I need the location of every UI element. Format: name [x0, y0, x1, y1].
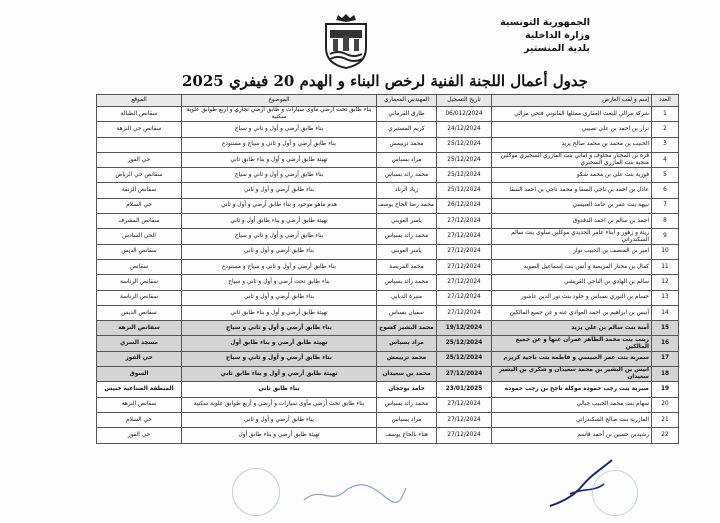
cell-location: سقانص	[97, 259, 182, 274]
cell-num: 17	[652, 351, 679, 366]
table-row	[97, 198, 679, 213]
cell-location: حي الفوز	[97, 428, 182, 443]
cell-location: سقانص الرناسة	[97, 290, 182, 305]
cell-subject: تهيئة طابق أرضي و أول و بناء طابق ثاني	[182, 152, 377, 167]
agenda-table	[96, 94, 679, 444]
table-row	[97, 305, 679, 320]
cell-subject: تهيئة طابق أرضي و بناء طابق أول	[182, 336, 377, 351]
cell-location: سقانص حي النزهة	[97, 122, 182, 137]
cell-engineer: مراد بسباس	[377, 412, 437, 427]
cell-num: 19	[652, 382, 679, 397]
cell-engineer: مراد بسباس	[377, 336, 437, 351]
issuer-header	[500, 16, 590, 55]
table-row	[97, 412, 679, 427]
municipality-name: بلدية المنستير	[524, 43, 590, 54]
cell-date: 19/12/2024	[437, 321, 492, 336]
cell-engineer: منيرة الدبابي	[377, 290, 437, 305]
cell-name: المازرية بنت صالح السكندراني	[492, 412, 652, 427]
cell-engineer: حامد بوحجان	[377, 382, 437, 397]
table-row	[97, 214, 679, 229]
cell-subject: تهيئة طابق أرضي و بناء طابق أول و ثاني	[182, 214, 377, 229]
cell-location: سقانص الزنقة	[97, 183, 182, 198]
col-header-subject: الموضوع	[182, 95, 377, 107]
col-header-name: إسم و لقب العارض	[492, 95, 652, 107]
cell-location: حي السلام	[97, 412, 182, 427]
cell-num: 13	[652, 290, 679, 305]
cell-date: 25/12/2024	[437, 152, 492, 167]
cell-date: 27/12/2024	[437, 367, 492, 382]
cell-engineer: مراد بسباس	[377, 152, 437, 167]
cell-subject: تهيئة طابق أرضي و أول و بناء طابق ثاني	[182, 305, 377, 320]
cell-date: 06/012/2024	[437, 107, 492, 122]
table-row	[97, 183, 679, 198]
cell-date: 27/12/2024	[437, 428, 492, 443]
cell-name: سهام بنت محمد الحبيب جبالي	[492, 397, 652, 412]
cell-engineer: ياسر العويني	[377, 244, 437, 259]
cell-name: الحبيب بن محمد بن محمد صالح يزيد	[492, 137, 652, 152]
cell-date: 27/12/2024	[437, 412, 492, 427]
cell-num: 20	[652, 397, 679, 412]
cell-location: الحي السادس	[97, 229, 182, 244]
cell-date: 25/12/2024	[437, 168, 492, 183]
cell-name: صبرية بنت رجب حمودة موكلة ناجح بن رجب حمودة	[492, 382, 652, 397]
cell-name: سالم بن الهادي بن الناجي القريشي	[492, 275, 652, 290]
cell-date: 27/12/2024	[437, 305, 492, 320]
cell-subject: بناء طابق أرضي و أول و ثاني	[182, 244, 377, 259]
cell-subject: بناء طابق أرضي و أول و ثاني و سياج	[182, 229, 377, 244]
cell-name: زينب بنت محمد الطاهر عمران عنها و عن جميع المالكين	[492, 336, 652, 351]
cell-location: سقانص المشرف	[97, 214, 182, 229]
cell-num: 14	[652, 305, 679, 320]
cell-location: سقانص الديس	[97, 244, 182, 259]
cell-date: 27/12/2024	[437, 244, 492, 259]
cell-location: حي السلام	[97, 198, 182, 213]
cell-engineer: محمد رضا الحاج يوسف	[377, 198, 437, 213]
cell-name: فوزية بنت علي بن محمد شكو	[492, 168, 652, 183]
cell-engineer: محمد ترييمش	[377, 137, 437, 152]
cell-name: كمال بن مختار المريصة و أنس بنت إسماعيل الصويد	[492, 259, 652, 274]
cell-location: سقانص حي الرياض	[97, 168, 182, 183]
table-header-row	[97, 95, 679, 107]
cell-location: سقانص النزهة	[97, 397, 182, 412]
cell-engineer: محمد المريصة	[377, 259, 437, 274]
cell-name: أنيس بن ابراهيم بن احمد العوادي عنه و عن جميع المالكين	[492, 305, 652, 320]
cell-date: 27/12/2024	[437, 290, 492, 305]
cell-location: حي الفوز	[97, 152, 182, 167]
cell-engineer: محمد البشير كشوخ	[377, 321, 437, 336]
cell-num: 4	[652, 152, 679, 167]
table-row	[97, 168, 679, 183]
cell-name: امير بن المنصف بن الحبيب نوار	[492, 244, 652, 259]
cell-date: 26/12/2024	[437, 198, 492, 213]
cell-name: زينة و زهور و أبناء عامر الجديدي موكلين سلوى بنت سالم السكندراني	[492, 229, 652, 244]
cell-date: 25/12/2024	[437, 336, 492, 351]
col-header-engineer: المهندس المعماري	[377, 95, 437, 107]
cell-name: نزار بن احمد بن علي نصيبي	[492, 122, 652, 137]
cell-subject: هدم ماهو موجود و بناء طابق أرضي و أول و ثاني	[182, 198, 377, 213]
table-row	[97, 229, 679, 244]
cell-subject: تهيئة طابق أرضي و أول و بناء طابق ثاني	[182, 367, 377, 382]
cell-name: أنيس بن البشير بن محمد سعيدان و شكري بن البشير سعيدان	[492, 367, 652, 382]
cell-num: 22	[652, 428, 679, 443]
table-row	[97, 259, 679, 274]
cell-name: حسام بن النوري بسباس و خلود بنت نور الدين عاشور	[492, 290, 652, 305]
cell-num: 1	[652, 107, 679, 122]
cell-name: احمد بن سالم بن احمد الدقدوق	[492, 214, 652, 229]
cell-location: السوق	[97, 367, 182, 382]
cell-subject: بناء طابق أرضي و أول و ثاني و سياج و مستودع	[182, 137, 377, 152]
cell-name: عادل بن احمد بن ناجي السقا و محمد ناجي بن احمد السقا	[492, 183, 652, 198]
col-header-location: الموقع	[97, 95, 182, 107]
cell-location: حي الفوز	[97, 351, 182, 366]
cell-subject: بناء طابق تحت أرضي مأوى سيارات و أرضي و أربع طوابق علوية سكنية	[182, 397, 377, 412]
table-row	[97, 275, 679, 290]
cell-date: 24/12/2024	[437, 122, 492, 137]
col-header-num: العدد	[652, 95, 679, 107]
cell-subject: بناء طابق أرضي و أول و ثاني و سياج	[182, 168, 377, 183]
table-row	[97, 428, 679, 443]
cell-num: 6	[652, 183, 679, 198]
cell-num: 8	[652, 214, 679, 229]
cell-name: أمنة بنت سالم بن علي يزيد	[492, 321, 652, 336]
cell-engineer: هناء بالحاج يوسف	[377, 428, 437, 443]
table-row	[97, 382, 679, 397]
cell-subject: بناء طابق أرضي و أول و ثاني و سياج	[182, 321, 377, 336]
cell-name: رشيدين حسين بن أحمد قاسم	[492, 428, 652, 443]
cell-engineer: محمد رائد بسباس	[377, 168, 437, 183]
cell-date: 23/01/2025	[437, 382, 492, 397]
cell-num: 16	[652, 336, 679, 351]
cell-num: 11	[652, 259, 679, 274]
cell-date: 25/12/2024	[437, 137, 492, 152]
cell-date: 27/12/2024	[437, 397, 492, 412]
cell-location: مسجد السري	[97, 336, 182, 351]
cell-date: 25/12/2024	[437, 183, 492, 198]
cell-num: 9	[652, 229, 679, 244]
cell-subject: بناء طابق تحت أرضي و أول و ثاني و سياج	[182, 275, 377, 290]
cell-subject: تهيئة طابق أرضي و بناء طابق أول	[182, 428, 377, 443]
cell-location: سقانص الطبالة	[97, 107, 182, 122]
cell-name: نبيهة بنت عمر بن حامد العبيسي	[492, 198, 652, 213]
cell-location	[97, 137, 182, 152]
country-name: الجمهورية التونسية	[500, 17, 590, 28]
cell-subject: بناء طابق أرضي و أول و ثاني و سياج	[182, 351, 377, 366]
cell-date: 25/12/2024	[437, 351, 492, 366]
cell-name: شركة مزالي للبعث العقاري ممثلها القانوني فتحي مزالي	[492, 107, 652, 122]
col-header-date: تاريخ التسجيل	[437, 95, 492, 107]
municipality-emblem-icon	[320, 12, 372, 70]
cell-location: سقانص النزهة	[97, 321, 182, 336]
cell-num: 12	[652, 275, 679, 290]
cell-subject: بناء طابق أرضي و أول و ثاني و سياج و مستودع	[182, 259, 377, 274]
cell-engineer: محمد رائد بسباس	[377, 397, 437, 412]
cell-date: 27/12/2024	[437, 229, 492, 244]
table-row	[97, 397, 679, 412]
cell-num: 10	[652, 244, 679, 259]
official-stamp-left	[232, 468, 280, 516]
cell-engineer: طارق القرماني	[377, 107, 437, 122]
cell-name: سمرية بنت عمر العبيسي و فاطمة بنت ناجية كريزم	[492, 351, 652, 366]
table-body	[97, 107, 679, 444]
official-stamp-right	[592, 470, 638, 516]
cell-date: 27/12/2024	[437, 259, 492, 274]
cell-location: سقانص الرناسة	[97, 275, 182, 290]
table-row	[97, 137, 679, 152]
ministry-name: وزارة الداخلية	[525, 30, 590, 41]
cell-num: 21	[652, 412, 679, 427]
table-row	[97, 152, 679, 167]
cell-num: 7	[652, 198, 679, 213]
table-row	[97, 122, 679, 137]
cell-date: 27/12/2024	[437, 275, 492, 290]
table-row	[97, 351, 679, 366]
cell-num: 18	[652, 367, 679, 382]
cell-date: 27/12/2024	[437, 214, 492, 229]
cell-subject: بناء طابق تحت أرضي مأوى سيارات و طابق أرضي تجاري و أربع طوابق علوية سكنية	[182, 107, 377, 122]
cell-engineer: محمد بن سعيدان	[377, 367, 437, 382]
cell-location: سقانص الديس	[97, 305, 182, 320]
cell-num: 3	[652, 137, 679, 152]
table-row	[97, 367, 679, 382]
table-row	[97, 244, 679, 259]
cell-subject: بناء طابق أرضي و أول و ثاني	[182, 183, 377, 198]
cell-engineer: محمد رائد بسباس	[377, 275, 437, 290]
table-row	[97, 107, 679, 122]
cell-location: المنطقة الصناعية خنيس	[97, 382, 182, 397]
cell-num: 5	[652, 168, 679, 183]
cell-num: 2	[652, 122, 679, 137]
cell-engineer: ياسر العويني	[377, 214, 437, 229]
cell-subject: بناء طابق أرضي و أول و ثاني و سياج	[182, 122, 377, 137]
cell-engineer: زياد الزناد	[377, 183, 437, 198]
cell-engineer: محمد ترييمش	[377, 351, 437, 366]
table-row	[97, 336, 679, 351]
cell-engineer: سفيان بسباس	[377, 305, 437, 320]
signature-left-icon	[300, 478, 410, 508]
table-row	[97, 290, 679, 305]
cell-name: قرة بن المختار مخلوف و أماني بنت المازري السخيري موكلين منجية بنت المازري السخيري	[492, 152, 652, 167]
page-title: جدول أعمال اللجنة الفنية لرخص البناء و الهدم 20 فيفري 2025	[181, 72, 589, 90]
cell-subject: بناء طابق أرضي و أول و ثاني	[182, 290, 377, 305]
cell-engineer: محمد رائد بسباس	[377, 229, 437, 244]
cell-subject: بناء طابق ثاني	[182, 382, 377, 397]
cell-engineer: كريم المستيري	[377, 122, 437, 137]
cell-num: 15	[652, 321, 679, 336]
table-row	[97, 321, 679, 336]
cell-subject: بناء طابق أرضي و أول و ثاني	[182, 412, 377, 427]
